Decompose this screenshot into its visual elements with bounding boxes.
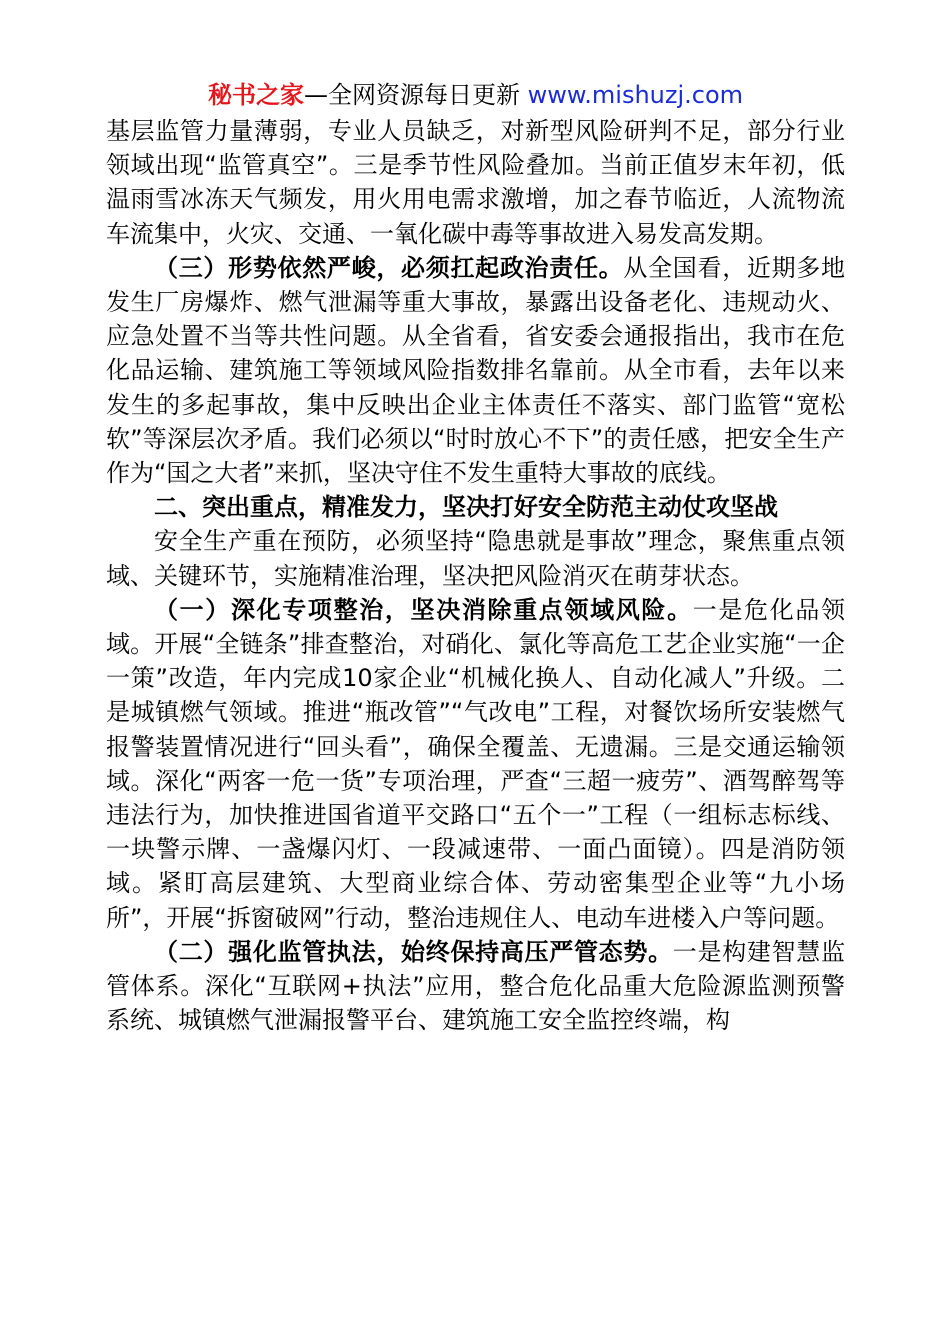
paragraph-lead: （一）深化专项整治，坚决消除重点领域风险。 xyxy=(154,595,693,624)
paragraph-body: 一是构建智慧监管体系。深化“互联网+执法”应用，整合危化品重大危险源监测预警系统、城镇燃气泄漏报警平台、建筑施工安全监控终端，构 xyxy=(106,937,846,1035)
paragraph-body: 一是危化品领域。开展“全链条”排查整治，对硝化、氯化等高危工艺企业实施“一企一策”改造，年内完成10家企业“机械化换人、自动化减人”升级。二是城镇燃气领域。推进“瓶改管”“气改电”工程，对餐饮场所安装燃气报警装置情况进行“回头看”，确保全覆盖、无遗漏。三是交通运输领域。深化“两客一危一货”专项治理，严查“三超一疲劳”、酒驾醉驾等违法行为，加快推进国省道平交路口“五个一”工程（一组标志标线、一块警示牌、一盏爆闪灯、一段减速带、一面凸面镜）。四是消防领域。紧盯高层建筑、大型商业综合体、劳动密集型企业等“九小场所”，开展“拆窗破网”行动，整治违规住人、电动车进楼入户等问题。 xyxy=(106,595,846,932)
paragraph-intro: 安全生产重在预防，必须坚持“隐患就是事故”理念，聚焦重点领域、关键环节，实施精准治理，坚决把风险消灭在萌芽状态。 xyxy=(106,527,845,590)
paragraph-special-rectification xyxy=(106,593,845,935)
header-brand: 秘书之家 xyxy=(207,81,304,109)
header-site-link[interactable]: www.mishuzj.com xyxy=(527,81,744,109)
paragraph-continued: 基层监管力量薄弱，专业人员缺乏，对新型风险研判不足，部分行业领域出现“监管真空”。三是季节性风险叠加。当前正值岁末年初，低温雨雪冰冻天气频发，用火用电需求激增，加之春节临近，人流物流车流集中，火灾、交通、一氧化碳中毒等事故进入易发高发期。 xyxy=(106,117,845,248)
paragraph-lead: （二）强化监管执法，始终保持高压严管态势。 xyxy=(154,937,673,966)
section-heading: 二、突出重点，精准发力，坚决打好安全防范主动仗攻坚战 xyxy=(154,493,778,522)
paragraph-situation xyxy=(106,251,845,490)
page-header xyxy=(106,78,845,112)
paragraph-supervision xyxy=(106,935,845,1038)
paragraph-body: 从全国看，近期多地发生厂房爆炸、燃气泄漏等重大事故，暴露出设备老化、违规动火、应急处置不当等共性问题。从全省看，省安委会通报指出，我市在危化品运输、建筑施工等领域风险指数排名靠前。从全市看，去年以来发生的多起事故，集中反映出企业主体责任不落实、部门监管“宽松软”等深层次矛盾。我们必须以“时时放心不下”的责任感，把安全生产作为“国之大者”来抓，坚决守住不发生重特大事故的底线。 xyxy=(106,253,846,488)
paragraph-lead: （三）形势依然严峻，必须扛起政治责任。 xyxy=(154,253,624,282)
header-tagline: —全网资源每日更新 xyxy=(303,81,528,109)
